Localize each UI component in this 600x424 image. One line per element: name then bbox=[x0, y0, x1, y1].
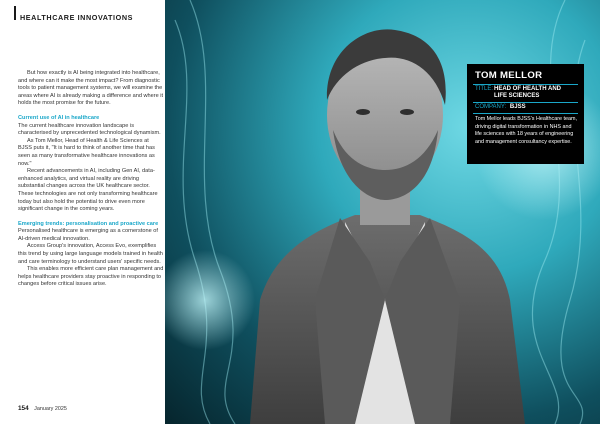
profile-name: TOM MELLOR bbox=[475, 70, 543, 81]
profile-company-row bbox=[475, 104, 526, 110]
article-body bbox=[18, 70, 164, 289]
page-number: 154 bbox=[18, 405, 29, 412]
profile-bio: Tom Mellor leads BJSS's Healthcare team, driving digital transformation in NHS and life sciences with 18 years of engineering and management consultancy expertise. bbox=[475, 116, 577, 145]
paragraph-1: The current healthcare innovation landscape is characterised by unprecedented technological dynamism. bbox=[18, 122, 161, 137]
page-footer bbox=[18, 405, 67, 412]
divider bbox=[473, 84, 578, 85]
paragraph-5: Access Group's innovation, Access Evo, exemplifies this trend by using large language models trained in health and care terminology to understand users' specific needs. bbox=[18, 243, 163, 265]
paragraph-6: This enables more efficient care plan management and helps healthcare providers stay proactive in responding to changes before critical issues arise. bbox=[18, 266, 164, 288]
paragraph-4: Personalised healthcare is emerging as a cornerstone of AI-driven medical innovation. bbox=[18, 228, 158, 242]
issue-date: January 2025 bbox=[34, 406, 67, 412]
paragraph-2: As Tom Mellor, Head of Health & Life Sciences at BJSS puts it, "It is hard to think of another time that has seen as many transformative healthcare innovations as now." bbox=[18, 137, 155, 167]
divider bbox=[473, 102, 578, 103]
divider bbox=[473, 113, 578, 114]
subheading-emerging-trends: Emerging trends: personalisation and proactive care bbox=[18, 220, 159, 227]
paragraph-3: Recent advancements in AI, including Gen AI, data-enhanced analytics, and virtual reality are driving substantial changes across the UK healthcare sector. These technologies are not only transforming healthcare today but also hold the potential to drive even more significant change in the coming years. bbox=[18, 168, 158, 213]
section-marker bbox=[14, 6, 16, 20]
title-key: TITLE: bbox=[475, 86, 494, 92]
company-value: BJSS bbox=[509, 104, 526, 110]
subheading-current-use: Current use of AI in healthcare bbox=[18, 114, 100, 121]
title-value: HEAD OF HEALTH AND LIFE SCIENCES bbox=[494, 86, 561, 100]
profile-card bbox=[467, 64, 584, 164]
profile-title-row bbox=[475, 86, 561, 100]
section-label: HEALTHCARE INNOVATIONS bbox=[20, 13, 134, 22]
intro-paragraph: But how exactly is AI being integrated into healthcare, and where can it make the most impact? From diagnostic tools to patient management systems, we will examine the areas where AI is already making a difference and where it holds the most promise for the future. bbox=[18, 70, 164, 107]
article-column bbox=[0, 0, 165, 424]
company-key: COMPANY: bbox=[475, 104, 507, 110]
